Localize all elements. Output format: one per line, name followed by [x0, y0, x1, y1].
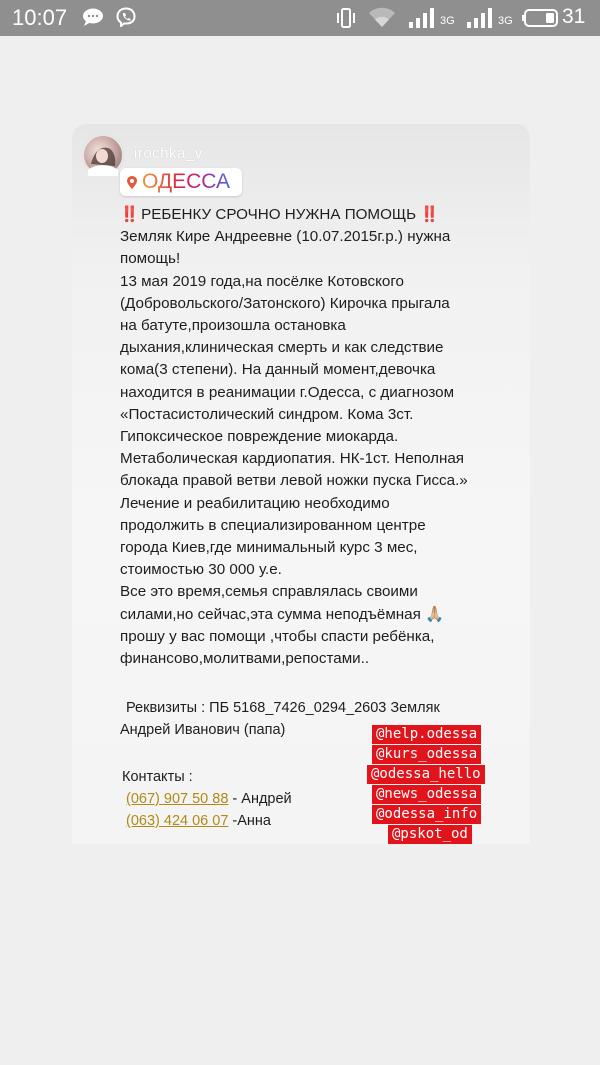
- status-bar: [0, 0, 600, 36]
- text-line: силами,но сейчас,эта сумма неподъёмная 🙏🏼: [120, 605, 444, 623]
- mention-tag[interactable]: @odessa_info: [372, 805, 481, 824]
- mention-tag[interactable]: @pskot_od: [388, 825, 472, 844]
- text-line: 13 мая 2019 года,на посёлке Котовского: [120, 272, 405, 290]
- signal-icon: [466, 8, 492, 28]
- message-bubble-icon: [82, 8, 104, 26]
- text-line: финансово,молитвами,репостами..: [120, 650, 370, 668]
- battery-level: 31: [562, 5, 586, 28]
- mention-tag[interactable]: @kurs_odessa: [372, 745, 481, 764]
- contact-name: - Андрей: [228, 791, 292, 807]
- text-line: продолжить в специализированном центре: [120, 516, 426, 534]
- avatar-photo-icon: [82, 134, 124, 176]
- post-text: [120, 204, 520, 670]
- phone-link[interactable]: (067) 907 50 88: [126, 791, 229, 807]
- signal-icon: [408, 8, 434, 28]
- headline-text: РЕБЕНКУ СРОЧНО НУЖНА ПОМОЩЬ: [141, 206, 417, 223]
- text-line: блокада правой ветви левой ножки пуска Гисса.»: [120, 472, 468, 490]
- requisites-line: Реквизиты : ПБ 5168_7426_0294_2603 Земляк: [126, 700, 440, 716]
- battery-icon: [522, 9, 558, 27]
- text-line: Все это время,семья справлялась своими: [120, 583, 418, 601]
- text-line: дыхания,клиническая смерть и как следствие: [120, 339, 444, 357]
- vibrate-icon: [336, 7, 356, 29]
- location-label: ОДЕССА: [142, 170, 230, 193]
- text-line: помощь!: [120, 250, 181, 268]
- text-line: прошу у вас помощи ,чтобы спасти ребёнка,: [120, 627, 435, 645]
- text-line: кома(3 степени). На данный момент,девочка: [120, 361, 436, 379]
- text-line: Земляк Кире Андреевне (10.07.2015г.р.) нужна: [120, 228, 451, 246]
- contacts-label: Контакты :: [122, 769, 193, 785]
- network-type-label: 3G: [498, 15, 513, 27]
- text-line: Лечение и реабилитацию необходимо: [120, 494, 390, 512]
- text-line: стоимостью 30 000 у.е.: [120, 561, 282, 579]
- requisites-line: Андрей Иванович (папа): [120, 722, 286, 738]
- text-line: находится в реанимации г.Одесса, с диагнозом: [120, 383, 455, 401]
- location-sticker[interactable]: [120, 168, 242, 196]
- double-exclamation-icon: ‼️: [120, 206, 137, 223]
- text-line: Метаболическая кардиопатия. НК-1ст. Неполная: [120, 450, 465, 468]
- phone-link[interactable]: (063) 424 06 07: [126, 813, 229, 829]
- text-line: на батуте,произошла остановка: [120, 317, 346, 335]
- clock: 10:07: [12, 5, 68, 30]
- text-line: (Добровольского/Затонского) Кирочка прыгала: [120, 294, 450, 312]
- mention-tag[interactable]: @news_odessa: [372, 785, 481, 804]
- contact-row: [126, 813, 271, 829]
- text-line: «Постасистолический синдром. Кома 3ст.: [120, 405, 414, 423]
- headline: [120, 204, 520, 226]
- contact-row: [126, 791, 292, 807]
- location-pin-icon: [127, 176, 137, 189]
- viber-icon: [116, 7, 136, 27]
- text-line: города Киев,где минимальный курс 3 мес,: [120, 539, 418, 557]
- network-type-label: 3G: [440, 15, 455, 27]
- double-exclamation-icon: ‼️: [420, 206, 438, 223]
- wifi-icon: [368, 7, 396, 29]
- avatar[interactable]: [82, 134, 124, 176]
- contact-name: -Анна: [228, 813, 271, 829]
- mention-tag[interactable]: @help.odessa: [372, 725, 481, 744]
- text-line: Гипоксическое повреждение миокарда.: [120, 428, 399, 446]
- mention-tag[interactable]: @odessa_hello: [367, 765, 485, 784]
- username[interactable]: irochka_v: [134, 145, 203, 162]
